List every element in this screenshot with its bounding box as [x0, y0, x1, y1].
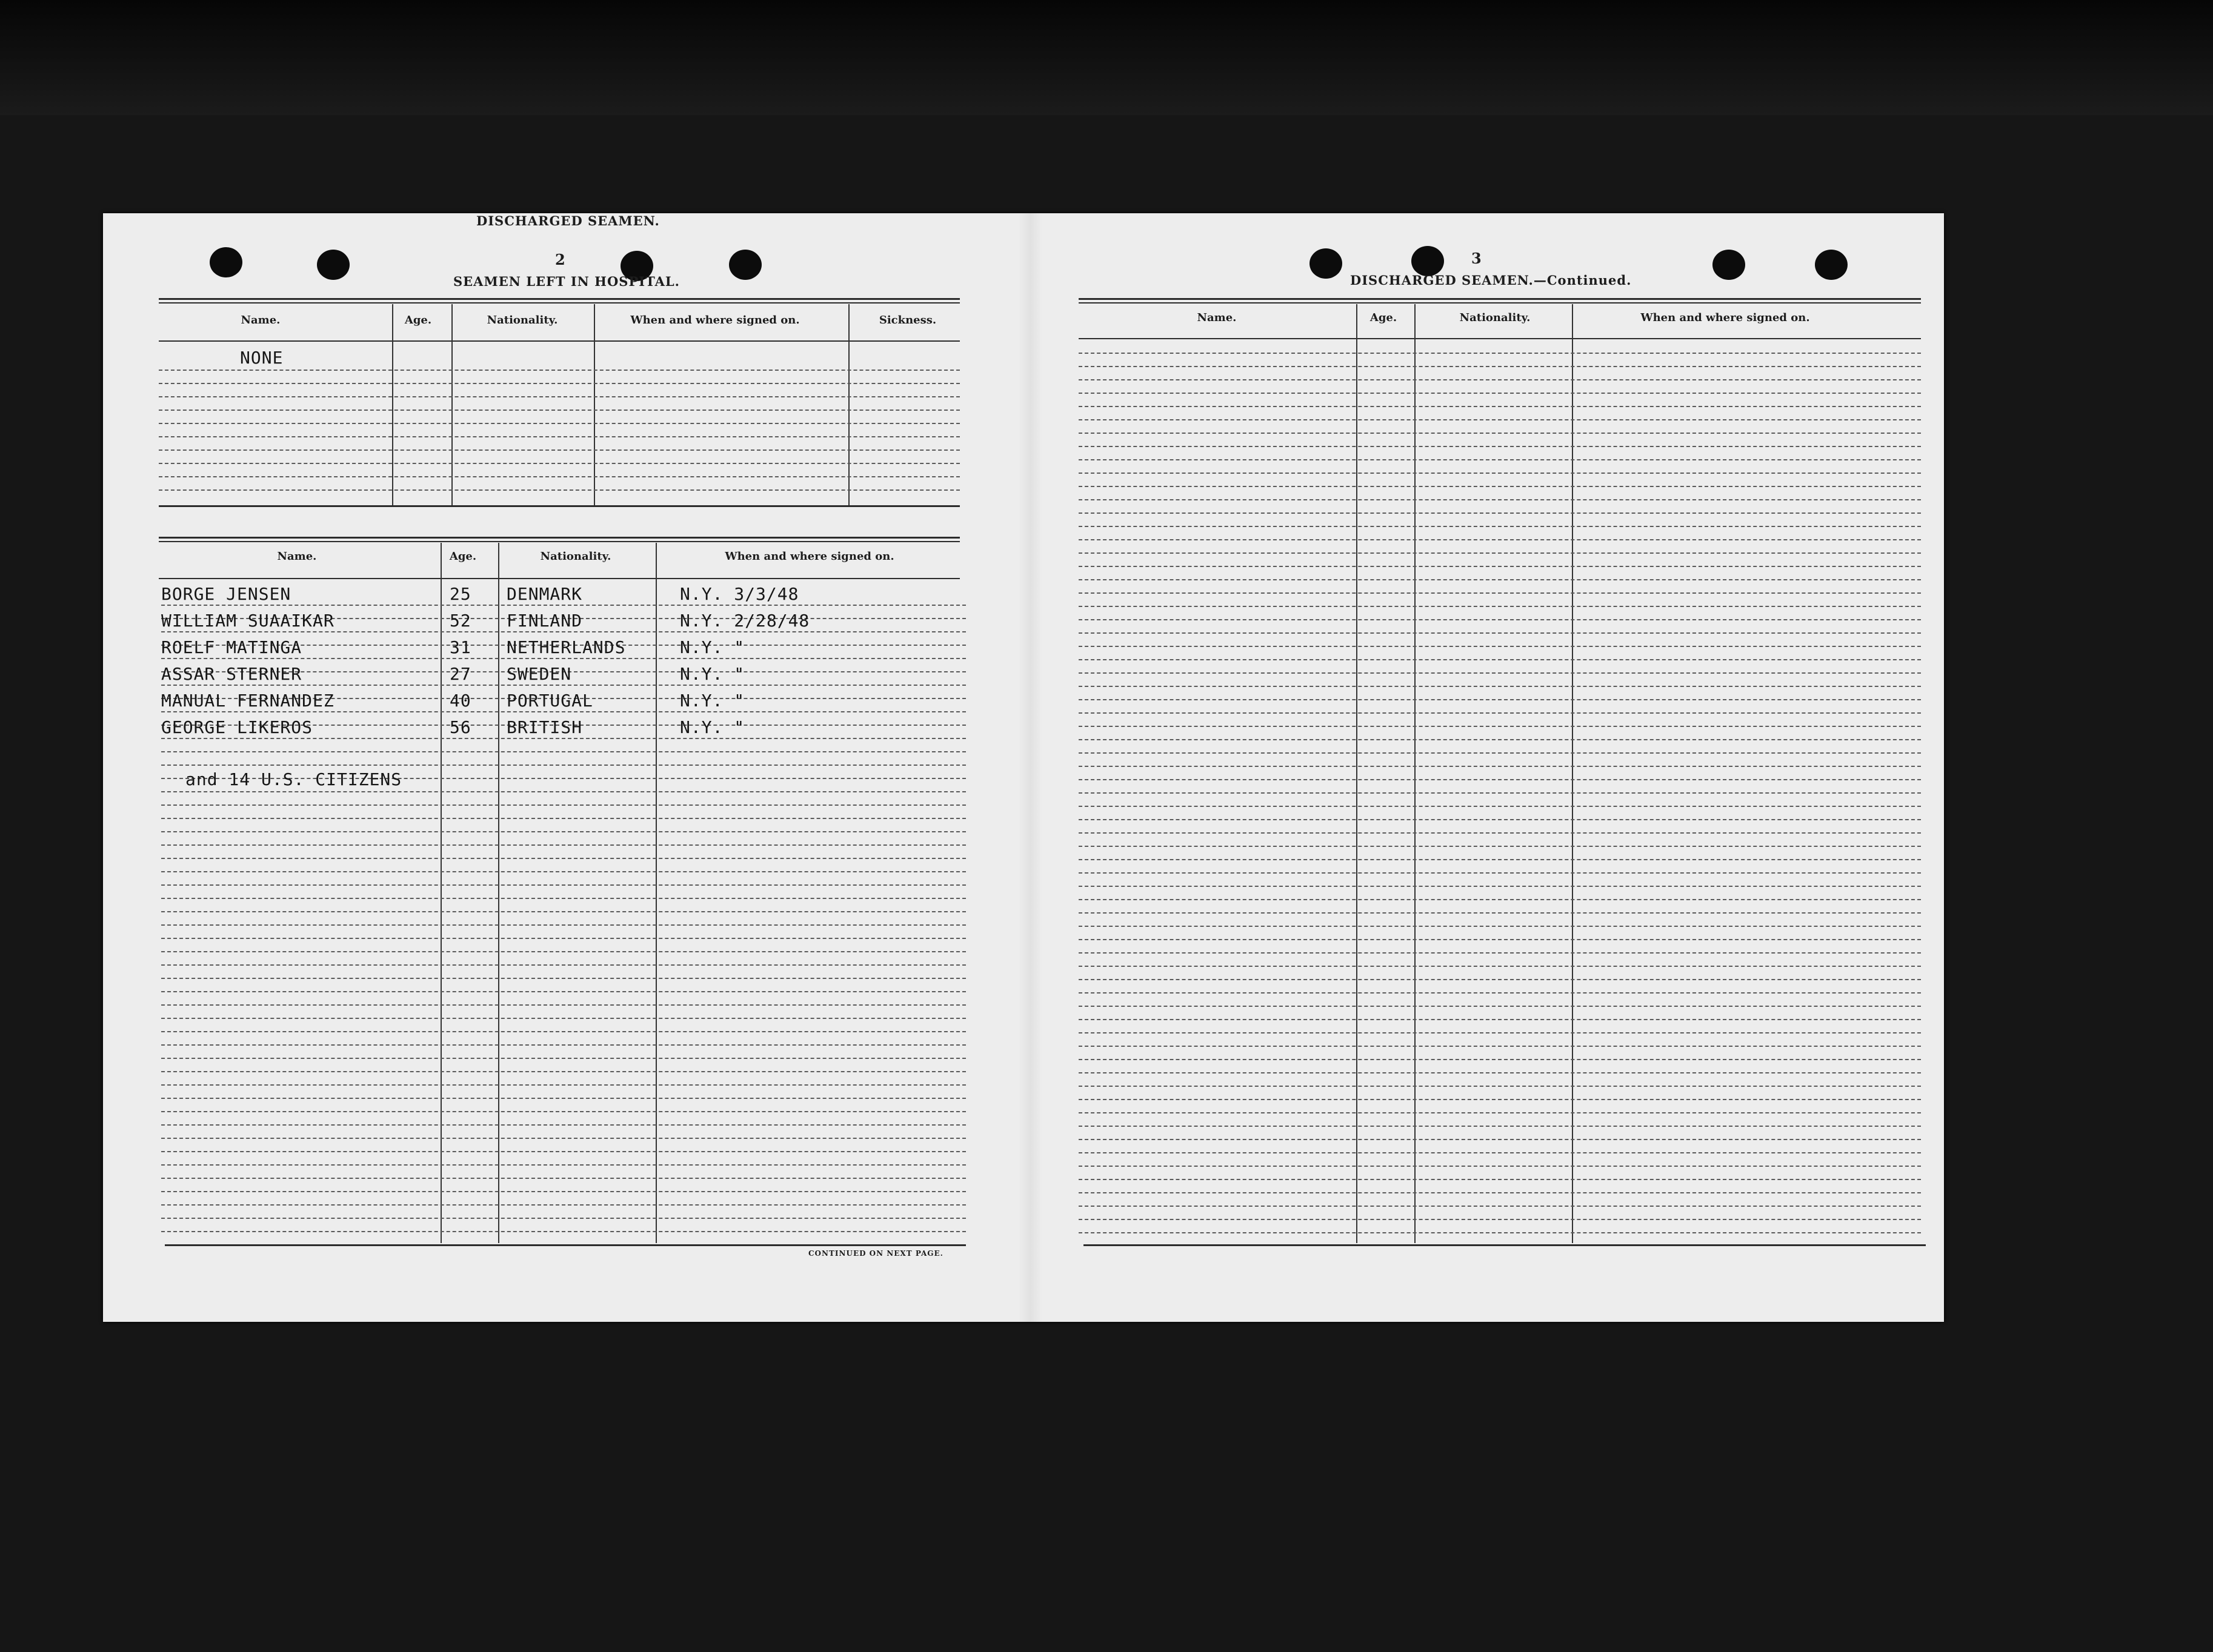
cell-name: MANUAL FERNANDEZ — [161, 691, 334, 711]
ruled-line — [1079, 699, 1921, 700]
rule — [159, 298, 960, 300]
citizens-note: and 14 U.S. CITIZENS — [185, 769, 402, 789]
ruled-line — [1079, 379, 1921, 380]
ruled-line — [161, 804, 966, 806]
ruled-line — [1079, 779, 1921, 780]
ruled-line — [1079, 486, 1921, 487]
ruled-line — [1079, 433, 1921, 434]
cell-age: 31 — [450, 637, 471, 657]
ruled-line — [1079, 1219, 1921, 1220]
cell-signed: N.Y. 2/28/48 — [680, 611, 810, 631]
cell-signed: N.Y. " — [680, 637, 745, 657]
ruled-line — [1079, 659, 1921, 660]
column-header: Name. — [277, 550, 317, 563]
rule — [1079, 302, 1921, 304]
ruled-line — [1079, 1006, 1921, 1007]
column-rule — [1414, 304, 1416, 1243]
cell-age: 27 — [450, 664, 471, 684]
ruled-line — [159, 489, 960, 491]
cell-nationality: BRITISH — [507, 717, 583, 737]
ruled-line — [161, 858, 966, 859]
rule — [159, 340, 960, 342]
ruled-line — [1079, 459, 1921, 460]
ruled-line — [1079, 406, 1921, 407]
ruled-line — [1079, 846, 1921, 847]
ruled-line — [161, 884, 966, 886]
ruled-line — [161, 924, 966, 926]
ruled-line — [161, 1178, 966, 1179]
column-rule — [1572, 304, 1573, 1243]
column-header: Age. — [1369, 311, 1397, 324]
ruled-line — [161, 964, 966, 966]
page-number: 3 — [1471, 250, 1482, 267]
ruled-line — [1079, 1059, 1921, 1060]
punch-hole — [210, 247, 242, 277]
ruled-line — [159, 370, 960, 371]
ruled-line — [161, 791, 966, 792]
column-header: Name. — [241, 314, 281, 327]
punch-hole — [1815, 250, 1848, 280]
rule — [165, 1244, 966, 1246]
ruled-line — [1079, 1099, 1921, 1100]
column-header: Nationality. — [487, 314, 558, 327]
cell-nationality: NETHERLANDS — [507, 637, 626, 657]
ruled-line — [161, 711, 966, 712]
ruled-line — [1079, 513, 1921, 514]
ruled-line — [1079, 952, 1921, 954]
ruled-line — [1079, 712, 1921, 714]
ruled-line — [161, 1071, 966, 1072]
ruled-line — [161, 1004, 966, 1006]
cell-signed: N.Y. 3/3/48 — [680, 584, 799, 604]
ruled-line — [161, 685, 966, 686]
rule — [159, 578, 960, 579]
ruled-line — [1079, 446, 1921, 447]
ruled-line — [161, 1111, 966, 1112]
cell-signed: N.Y. " — [680, 691, 745, 711]
ruled-line — [1079, 353, 1921, 354]
ruled-line — [1079, 1019, 1921, 1020]
column-rule — [594, 304, 595, 505]
ruled-line — [161, 1164, 966, 1166]
cell-age: 40 — [450, 691, 471, 711]
ruled-line — [159, 436, 960, 437]
ruled-line — [1079, 979, 1921, 980]
ruled-line — [1079, 619, 1921, 620]
ruled-line — [159, 383, 960, 384]
rule — [1083, 1244, 1926, 1246]
ruled-line — [161, 938, 966, 939]
ruled-line — [1079, 393, 1921, 394]
ruled-line — [161, 1138, 966, 1139]
ruled-line — [1079, 1192, 1921, 1193]
punch-hole — [1309, 248, 1342, 279]
hospital-entry: NONE — [240, 348, 284, 368]
center-fold — [1018, 213, 1042, 1322]
ledger-sheet — [103, 213, 1944, 1322]
ruled-line — [1079, 579, 1921, 580]
column-header: Age. — [404, 314, 432, 327]
ruled-line — [161, 1191, 966, 1192]
ruled-line — [1079, 672, 1921, 674]
ruled-line — [161, 1218, 966, 1219]
column-header: When and where signed on. — [1640, 311, 1810, 324]
ruled-line — [159, 463, 960, 464]
ruled-line — [1079, 832, 1921, 834]
ruled-line — [1079, 592, 1921, 594]
ruled-line — [161, 1084, 966, 1086]
discharged-continued-title: DISCHARGED SEAMEN.—Continued. — [1350, 273, 1632, 288]
cell-age: 56 — [450, 717, 471, 737]
ruled-line — [161, 1124, 966, 1126]
ruled-line — [1079, 1232, 1921, 1233]
rule — [1079, 338, 1921, 339]
ruled-line — [159, 410, 960, 411]
ruled-line — [1079, 1166, 1921, 1167]
ruled-line — [161, 1204, 966, 1206]
rule — [159, 537, 960, 539]
ruled-line — [1079, 1126, 1921, 1127]
ruled-line — [1079, 632, 1921, 634]
ruled-line — [1079, 1179, 1921, 1180]
ruled-line — [1079, 912, 1921, 914]
ruled-line — [1079, 1046, 1921, 1047]
ruled-line — [159, 396, 960, 397]
ruled-line — [1079, 899, 1921, 900]
ruled-line — [161, 898, 966, 899]
ruled-line — [1079, 792, 1921, 794]
ruled-line — [161, 751, 966, 752]
ruled-line — [161, 818, 966, 819]
cell-signed: N.Y. " — [680, 664, 745, 684]
ruled-line — [161, 631, 966, 632]
ruled-line — [161, 1018, 966, 1019]
punch-hole — [729, 250, 762, 280]
scan-top-edge — [0, 0, 2213, 115]
ruled-line — [161, 911, 966, 912]
ruled-line — [1079, 419, 1921, 420]
column-rule — [392, 304, 393, 505]
cell-name: ASSAR STERNER — [161, 664, 302, 684]
cell-nationality: DENMARK — [507, 584, 583, 604]
ruled-line — [161, 871, 966, 872]
ruled-line — [161, 991, 966, 992]
cell-nationality: FINLAND — [507, 611, 583, 631]
ruled-line — [1079, 1206, 1921, 1207]
cell-signed: N.Y. " — [680, 717, 745, 737]
column-header: Sickness. — [879, 314, 937, 327]
cell-name: BORGE JENSEN — [161, 584, 291, 604]
ruled-line — [1079, 686, 1921, 687]
ruled-line — [1079, 739, 1921, 740]
ruled-line — [161, 1058, 966, 1059]
punch-hole — [1411, 246, 1444, 276]
ruled-line — [1079, 1032, 1921, 1033]
ruled-line — [1079, 1072, 1921, 1073]
cell-name: ROELF MATINGA — [161, 637, 302, 657]
ruled-line — [1079, 1086, 1921, 1087]
ruled-line — [161, 951, 966, 952]
rule — [159, 505, 960, 507]
cell-age: 52 — [450, 611, 471, 631]
ruled-line — [1079, 752, 1921, 754]
ruled-line — [161, 738, 966, 739]
ruled-line — [159, 423, 960, 424]
ruled-line — [1079, 726, 1921, 727]
ruled-line — [161, 978, 966, 979]
rule — [159, 541, 960, 542]
page-number: 2 — [555, 251, 565, 268]
continued-note: CONTINUED ON NEXT PAGE. — [808, 1249, 943, 1258]
cell-name: GEORGE LIKEROS — [161, 717, 313, 737]
column-rule — [1356, 304, 1357, 1243]
ruled-line — [1079, 552, 1921, 554]
ruled-line — [161, 1231, 966, 1232]
column-rule — [451, 304, 453, 505]
ruled-line — [1079, 819, 1921, 820]
ruled-line — [1079, 859, 1921, 860]
ruled-line — [1079, 1112, 1921, 1113]
ruled-line — [161, 765, 966, 766]
ruled-line — [1079, 992, 1921, 994]
ruled-line — [1079, 1139, 1921, 1140]
cell-age: 25 — [450, 584, 471, 604]
column-header: Nationality. — [1459, 311, 1531, 324]
ruled-line — [161, 658, 966, 659]
ruled-line — [1079, 566, 1921, 567]
column-rule — [848, 304, 850, 505]
punch-hole — [1712, 250, 1745, 280]
ruled-line — [161, 1151, 966, 1152]
ruled-line — [159, 476, 960, 477]
ruled-line — [159, 449, 960, 451]
ruled-line — [1079, 526, 1921, 527]
ruled-line — [1079, 539, 1921, 540]
ruled-line — [1079, 966, 1921, 967]
ruled-line — [161, 844, 966, 846]
ruled-line — [161, 1098, 966, 1099]
rule — [1079, 298, 1921, 300]
hospital-section-title: SEAMEN LEFT IN HOSPITAL. — [453, 274, 680, 289]
ruled-line — [161, 605, 966, 606]
punch-hole — [317, 250, 350, 280]
ruled-line — [1079, 939, 1921, 940]
column-header: When and where signed on. — [630, 314, 800, 327]
column-header: When and where signed on. — [725, 550, 894, 563]
ruled-line — [161, 1044, 966, 1046]
ruled-line — [1079, 926, 1921, 927]
ruled-line — [1079, 872, 1921, 874]
cell-nationality: SWEDEN — [507, 664, 572, 684]
ruled-line — [1079, 606, 1921, 607]
discharged-section-title: DISCHARGED SEAMEN. — [476, 213, 660, 228]
column-header: Age. — [449, 550, 477, 563]
cell-nationality: PORTUGAL — [507, 691, 593, 711]
ruled-line — [1079, 886, 1921, 887]
ruled-line — [161, 831, 966, 832]
ruled-line — [1079, 766, 1921, 767]
rule — [159, 302, 960, 304]
ruled-line — [1079, 473, 1921, 474]
column-header: Nationality. — [540, 550, 611, 563]
ruled-line — [1079, 1152, 1921, 1153]
cell-name: WILLIAM SUAAIKAR — [161, 611, 334, 631]
ruled-line — [161, 1031, 966, 1032]
ruled-line — [1079, 646, 1921, 647]
column-header: Name. — [1197, 311, 1237, 324]
ruled-line — [1079, 366, 1921, 367]
ruled-line — [1079, 806, 1921, 807]
ruled-line — [1079, 499, 1921, 500]
